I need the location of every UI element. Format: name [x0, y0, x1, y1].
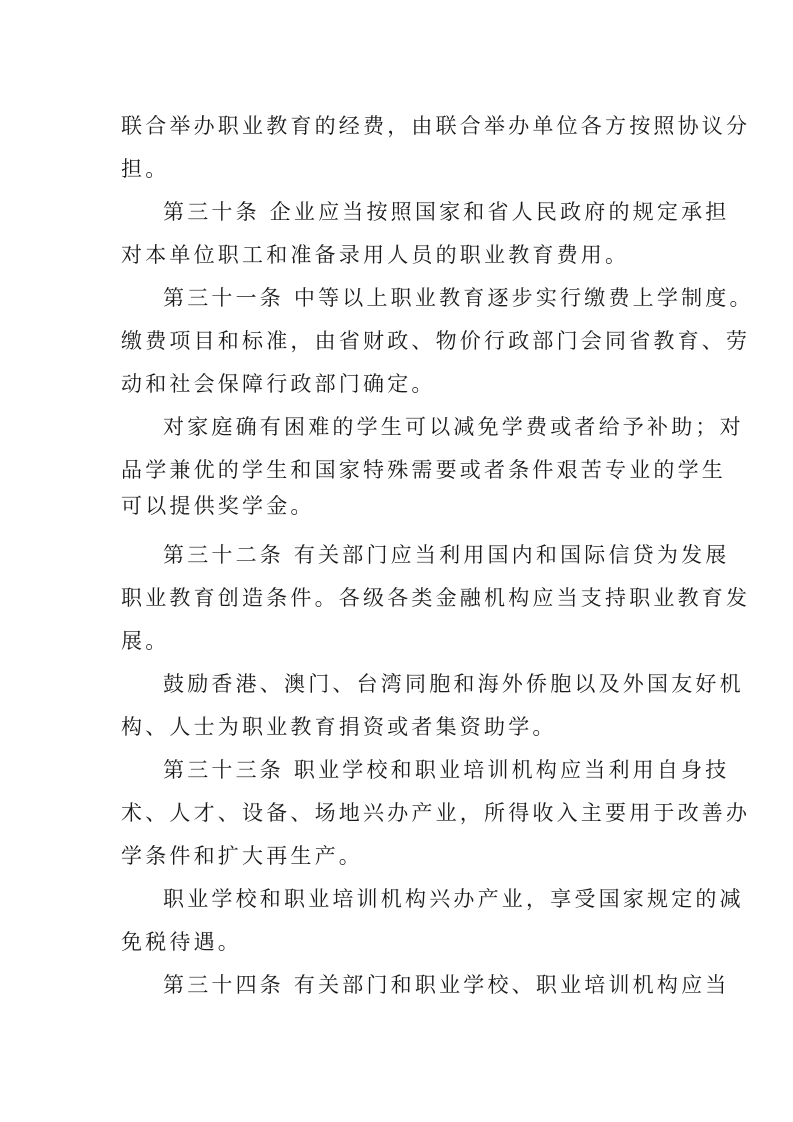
text-line: 免税待遇。 [121, 930, 242, 954]
text-line: 动和社会保障行政部门确定。 [121, 372, 436, 396]
text-line: 品学兼优的学生和国家特殊需要或者条件艰苦专业的学生 [121, 458, 726, 482]
text-line: 职业教育创造条件。各级各类金融机构应当支持职业教育发 [121, 586, 751, 610]
article-34-heading-line: 第三十四条 有关部门和职业学校、职业培训机构应当 [163, 973, 730, 997]
paragraph-start-line: 鼓励香港、澳门、台湾同胞和海外侨胞以及外国友好机 [163, 672, 744, 696]
text-line: 缴费项目和标准，由省财政、物价行政部门会同省教育、劳 [121, 329, 751, 353]
text-line: 担。 [121, 157, 170, 181]
text-line: 可以提供奖学金。 [121, 494, 315, 518]
paragraph-start-line: 对家庭确有困难的学生可以减免学费或者给予补助；对 [163, 415, 744, 439]
text-line: 展。 [121, 629, 170, 653]
article-33-heading-line: 第三十三条 职业学校和职业培训机构应当利用自身技 [163, 758, 730, 782]
text-line: 对本单位职工和准备录用人员的职业教育费用。 [121, 243, 630, 267]
text-line: 联合举办职业教育的经费，由联合举办单位各方按照协议分 [121, 114, 751, 138]
text-line: 术、人才、设备、场地兴办产业，所得收入主要用于改善办 [121, 801, 751, 825]
article-31-heading-line: 第三十一条 中等以上职业教育逐步实行缴费上学制度。 [163, 286, 754, 310]
article-32-heading-line: 第三十二条 有关部门应当利用国内和国际信贷为发展 [163, 543, 730, 567]
article-30-heading-line: 第三十条 企业应当按照国家和省人民政府的规定承担 [163, 200, 730, 224]
paragraph-start-line: 职业学校和职业培训机构兴办产业，享受国家规定的减 [163, 887, 744, 911]
text-line: 构、人士为职业教育捐资或者集资助学。 [121, 715, 557, 739]
text-line: 学条件和扩大再生产。 [121, 844, 363, 868]
